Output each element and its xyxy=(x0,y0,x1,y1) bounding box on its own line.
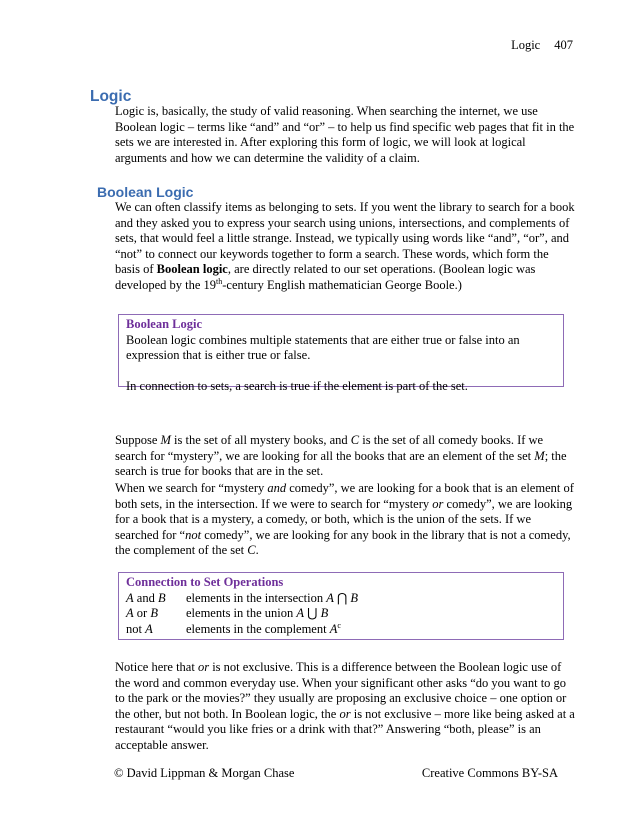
variable: A xyxy=(296,606,305,621)
operations-box-title: Connection to Set Operations xyxy=(126,575,284,589)
italic-term: or xyxy=(197,660,210,674)
variable: B xyxy=(150,606,158,621)
variable: A xyxy=(145,621,153,636)
operation-term xyxy=(126,606,186,622)
header-title: Logic xyxy=(511,38,541,52)
italic-term: not xyxy=(185,527,202,542)
variable: M xyxy=(534,448,545,463)
set-symbol: ⋃ xyxy=(304,606,321,621)
text-run: elements in the complement xyxy=(186,621,330,636)
text-run: is the set of all mystery books, and xyxy=(170,433,351,447)
operation-description xyxy=(186,622,341,638)
superscript: th xyxy=(216,276,223,286)
definition-line: Boolean logic combines multiple statements that are either true or false into an expression that is either true or false. xyxy=(126,332,520,363)
subsection-heading: Boolean Logic xyxy=(97,184,194,200)
notice-paragraph xyxy=(115,660,577,754)
text-run: comedy”, we are looking for a book that is an element of both sets, in the intersection. If we were to search for “mystery xyxy=(115,481,574,511)
italic-term: or xyxy=(432,496,444,511)
variable: A xyxy=(329,621,338,636)
variable: M xyxy=(160,433,171,447)
operation-row xyxy=(126,606,557,622)
definition-box-title: Boolean Logic xyxy=(126,317,203,331)
operations-box xyxy=(118,572,564,640)
intro-paragraph: Logic is, basically, the study of valid reasoning. When searching the internet, we use Boolean logic – terms like “and” and “or” – to help us find specific web pages that fit in the sets we are interested in. After exploring this form of logic, we will look at logical arguments and how we can determine the validity of a claim. xyxy=(115,104,575,165)
footer-license: Creative Commons BY-SA xyxy=(421,766,558,780)
operation-description xyxy=(186,606,328,622)
italic-term: or xyxy=(339,706,351,721)
variable: A xyxy=(126,590,134,605)
text-run: elements in the intersection xyxy=(186,590,327,605)
operation-description xyxy=(186,591,358,607)
definition-line: In connection to sets, a search is true if the element is part of the set. xyxy=(126,378,468,393)
search-paragraph xyxy=(115,481,575,559)
bold-term: Boolean logic xyxy=(156,262,228,277)
text-run: , are directly related to our set operations. (Boolean logic was developed by the 19 xyxy=(115,262,536,292)
text-run: When we search for “mystery xyxy=(115,481,268,495)
text-run: comedy”, we are looking for a book that is a mystery, a comedy, or both, which is the union of the sets. If we searched for “ xyxy=(115,496,573,542)
variable: B xyxy=(350,590,359,605)
text-run: Notice here that xyxy=(115,660,198,674)
text-run: is the set of all comedy books. If we search for “mystery”, we are looking for all the books that are an element of the set xyxy=(115,433,544,463)
text-run: We can often classify items as belonging to sets. If you went the library to search for a book and they asked you to express your search using unions, intersections, and complements of sets, that would feel a little strange. Instead, we typically using words like “and”, “or”, and “not” to connect our keywords together to form a search. These words, which form the basis of xyxy=(115,200,575,277)
superscript: c xyxy=(337,620,341,630)
section-heading: Logic xyxy=(90,88,132,105)
set-symbol: ⋂ xyxy=(333,590,351,605)
variable: C xyxy=(247,543,256,558)
text-run: is not exclusive – more like being asked at a restaurant “would you like fries or a drink with that?” Answering “both, please” is an acceptable answer. xyxy=(115,706,575,752)
italic-term: and xyxy=(267,481,287,495)
variable: A xyxy=(326,590,334,605)
operation-row xyxy=(126,591,557,607)
variable: A xyxy=(126,606,134,621)
variable: B xyxy=(157,590,166,605)
footer-copyright: © David Lippman & Morgan Chase xyxy=(114,766,295,780)
text-run: elements in the union xyxy=(186,606,297,621)
variable: C xyxy=(350,433,360,447)
definition-box xyxy=(118,314,564,393)
boolean-logic-paragraph xyxy=(115,200,575,294)
text-run: Suppose xyxy=(115,433,161,447)
operation-row xyxy=(126,622,557,638)
text-run: . xyxy=(255,543,259,558)
operator: or xyxy=(133,606,151,621)
operator: not xyxy=(126,621,146,636)
running-header xyxy=(511,38,573,53)
page-number: 407 xyxy=(554,38,573,52)
text-run: is not exclusive. This is a difference between the Boolean logic use of the word and common everyday use. When your significant other asks “do you want to go to the park or the movies?” they usually are proposing an exclusive choice – one option or the other, but not both. In Boolean logic, the xyxy=(115,660,567,721)
text-run: ; the search is true for books that are in the set. xyxy=(115,448,567,479)
text-run: comedy”, we are looking for any book in the library that is not a comedy, the complement of the set xyxy=(115,527,571,558)
mystery-paragraph xyxy=(115,433,575,480)
operation-term xyxy=(126,591,186,607)
variable: B xyxy=(320,606,329,621)
operation-term xyxy=(126,622,186,638)
operator: and xyxy=(133,590,158,605)
text-run: -century English mathematician George Boole.) xyxy=(222,277,462,292)
